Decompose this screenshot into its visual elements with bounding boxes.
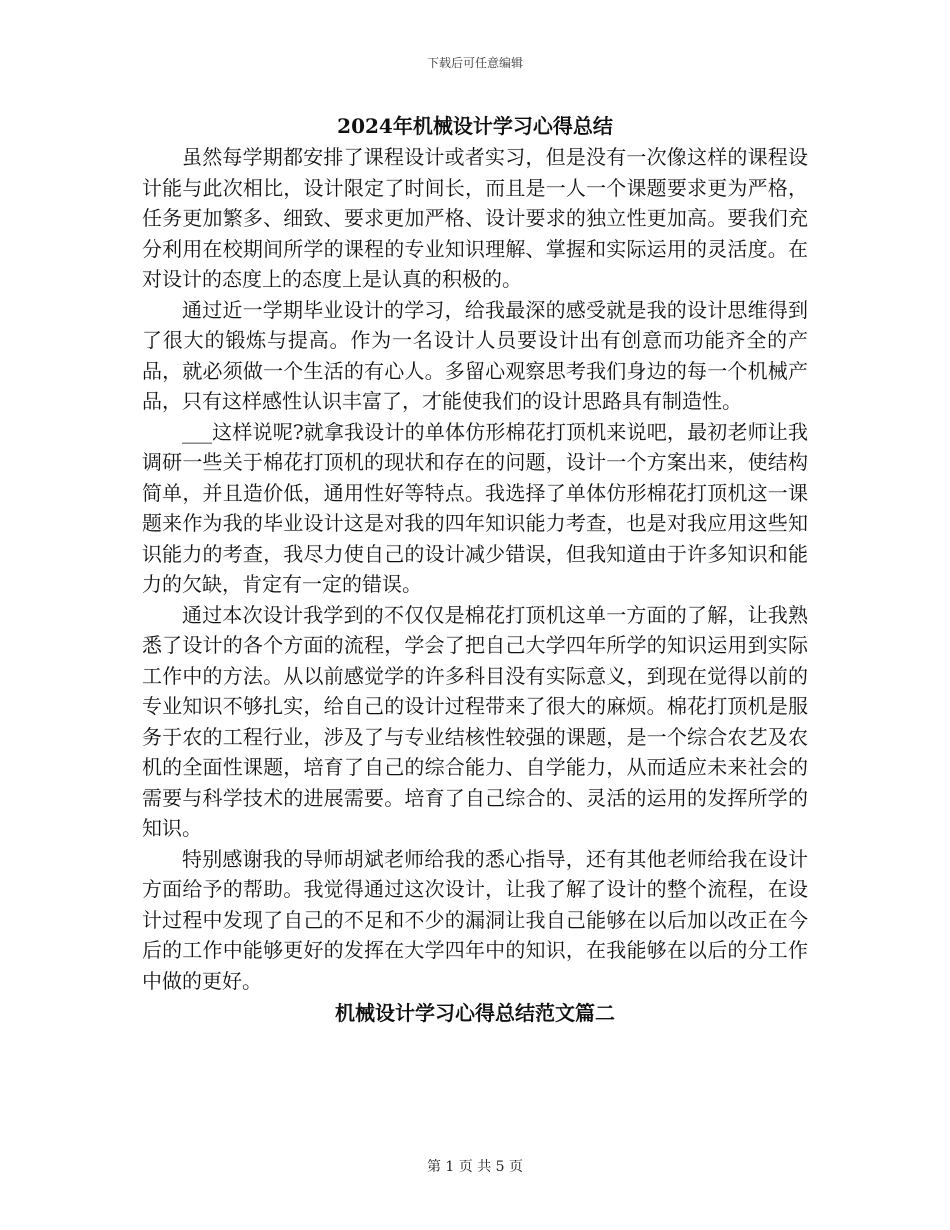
- paragraph-1: 虽然每学期都安排了课程设计或者实习，但是没有一次像这样的课程设计能与此次相比，设计限定了时间长，而且是一人一个课题要求更为严格，任务更加繁多、细致、要求更加严格、设计要求的独立性更加高。要我们充分利用在校期间所学的课程的专业知识理解、掌握和实际运用的灵活度。在对设计的态度上的态度上是认真的积极的。: [142, 145, 808, 291]
- page-number: 第 1 页 共 5 页: [426, 1159, 524, 1175]
- paragraph-2: 通过近一学期毕业设计的学习，给我最深的感受就是我的设计思维得到了很大的锻炼与提高。作为一名设计人员要设计出有创意而功能齐全的产品，就必须做一个生活的有心人。多留心观察思考我们身边的每一个机械产品，只有这样感性认识丰富了，才能使我们的设计思路具有制造性。: [142, 297, 808, 413]
- header-note: 下载后可任意编辑: [426, 56, 523, 70]
- document-body: [142, 142, 808, 1029]
- paragraph-4: 通过本次设计我学到的不仅仅是棉花打顶机这单一方面的了解，让我熟悉了设计的各个方面的流程，学会了把自己大学四年所学的知识运用到实际工作中的方法。从以前感觉学的许多科目没有实际意义，到现在觉得以前的专业知识不够扎实，给自己的设计过程带来了很大的麻烦。棉花打顶机是服务于农的工程行业，涉及了与专业结核性较强的课题，是一个综合农艺及农机的全面性课题，培育了自己的综合能力、自学能力，从而适应未来社会的需要与科学技术的进展需要。培育了自己综合的、灵活的运用的发挥所学的知识。: [142, 602, 808, 840]
- paragraph-5: 特别感谢我的导师胡斌老师给我的悉心指导，还有其他老师给我在设计方面给予的帮助。我觉得通过这次设计，让我了解了设计的整个流程，在设计过程中发现了自己的不足和不少的漏洞让我自己能够在以后加以改正在今后的工作中能够更好的发挥在大学四年中的知识，在我能够在以后的分工作中做的更好。: [142, 846, 808, 993]
- document-title: 2024年机械设计学习心得总结: [337, 114, 613, 138]
- paragraph-3: ___这样说呢?就拿我设计的单体仿形棉花打顶机来说吧，最初老师让我调研一些关于棉花打顶机的现状和存在的问题，设计一个方案出来，使结构简单，并且造价低，通用性好等特点。我选择了单体仿形棉花打顶机这一课题来作为我的毕业设计这是对我的四年知识能力考查，也是对我应用这些知识能力的考查，我尽力使自己的设计减少错误，但我知道由于许多知识和能力的欠缺，肯定有一定的错误。: [142, 419, 808, 596]
- section-title: 机械设计学习心得总结范文篇二: [335, 1001, 615, 1025]
